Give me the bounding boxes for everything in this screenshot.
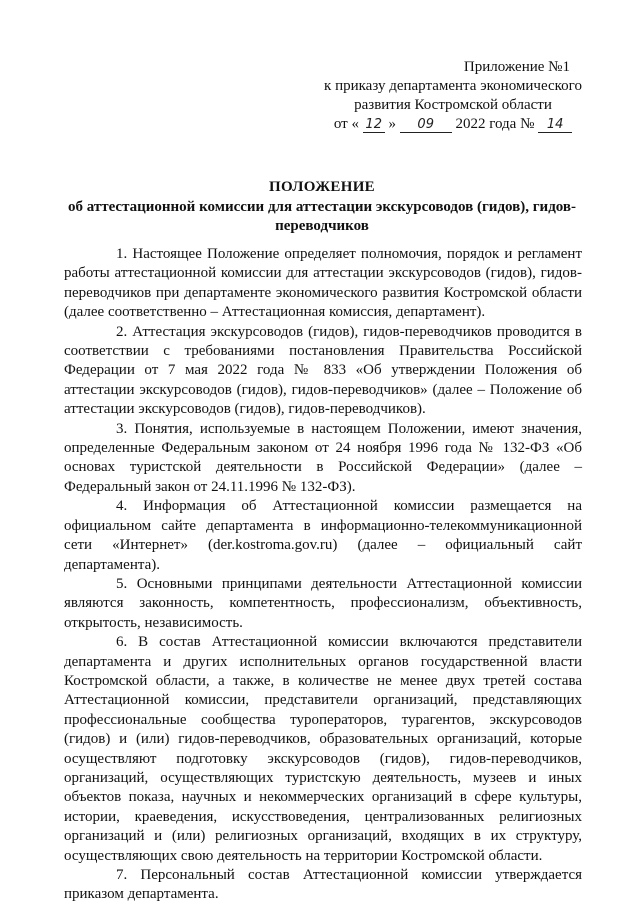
appendix-header	[318, 58, 588, 134]
paragraph-4: 4. Информация об Аттестационной комиссии размещается на официальном сайте департамента в информационно-телекоммуникационной сети «Интернет» (der.kostroma.gov.ru) (далее – официальный сайт департамента).	[64, 498, 582, 573]
appendix-number: Приложение №1	[463, 59, 570, 75]
paragraph-7: 7. Персональный состав Аттестационной комиссии утверждается приказом департамента.	[64, 867, 582, 903]
appendix-department-line: развития Костромской области	[354, 97, 552, 113]
document-title: ПОЛОЖЕНИЕ	[269, 179, 375, 195]
paragraph-1: 1. Настоящее Положение определяет полномочия, порядок и регламент работы аттестационной комиссии для аттестации экскурсоводов (гидов), гидов-переводчиков при департаменте экономического развития Костромской области (далее соответственно – Аттестационная комиссия, департамент).	[64, 246, 582, 321]
document-subtitle: об аттестационной комиссии для аттестации экскурсоводов (гидов), гидов-переводчиков	[67, 199, 577, 234]
date-year: 2022 года №	[455, 116, 535, 132]
paragraph-6: 6. В состав Аттестационной комиссии включаются представители департамента и других исполнительных органов государственной власти Костромской области, а также, в количестве не менее двух третей состава Аттестационной комиссии, представители организаций, представляющих профессиональные сообщества туроператоров, турагентов, экскурсоводов (гидов) и (или) гидов-переводчиков, образовательных организаций, которые осуществляют подготовку экскурсоводов (гидов), гидов-переводчиков, организаций, осуществляющих туристскую деятельность, музеев и иных объектов показа, научных и некоммерческих организаций в сфере культуры, истории, краеведения, искусствоведения, централизованных религиозных организаций и (или) религиозных организаций, входящих в их структуру, осуществляющих свою деятельность на территории Костромской области.	[64, 634, 582, 864]
appendix-date-line	[318, 115, 588, 134]
handwritten-day: 12	[363, 118, 385, 133]
paragraph-2: 2. Аттестация экскурсоводов (гидов), гидов-переводчиков проводится в соответствии с требованиями постановления Правительства Российской Федерации от 7 мая 2022 года № 833 «Об утверждении Положения об аттестации экскурсоводов (гидов), гидов-переводчиков» (далее – Положение об аттестации экскурсоводов (гидов), гидов-переводчиков).	[64, 323, 582, 418]
date-prefix: от «	[333, 116, 359, 132]
handwritten-order-number: 14	[538, 118, 572, 133]
paragraph-3: 3. Понятия, используемые в настоящем Положении, имеют значения, определенные Федеральным законом от 24 ноября 1996 года № 132-ФЗ «Об основах туристской деятельности в Российской Федерации» (далее – Федеральный закон от 24.11.1996 № 132-ФЗ).	[64, 420, 582, 495]
appendix-order-line: к приказу департамента экономического	[324, 78, 582, 94]
date-mid: »	[388, 116, 396, 132]
document-body	[64, 245, 582, 905]
paragraph-5: 5. Основными принципами деятельности Аттестационной комиссии являются законность, компетентность, профессионализм, объективность, открытость, независимость.	[64, 575, 582, 631]
handwritten-month: 09	[400, 118, 452, 133]
